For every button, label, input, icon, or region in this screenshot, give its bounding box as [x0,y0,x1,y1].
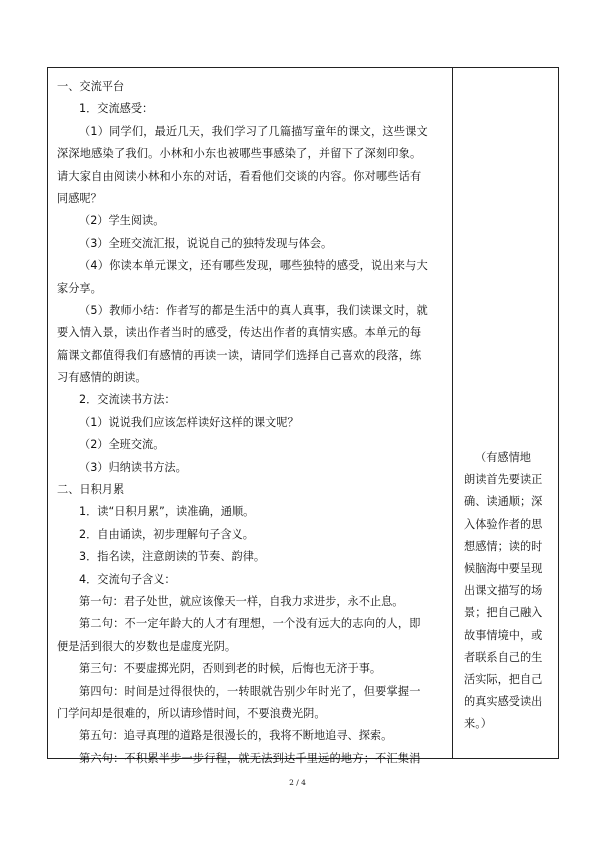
content-line: 第四句：时间是过得很快的，一转眼就告别少年时光了，但要掌握一 [79,684,421,698]
note-line: 来。） [464,717,492,731]
note-line: 出课文描写的场 [464,584,543,598]
content-line: （4）你读本单元课文，还有哪些发现，哪些独特的感受，说出来与大 [79,259,428,273]
note-line: 故事情境中，或 [464,628,543,642]
content-line: 2．自由诵读，初步理解句子含义。 [79,527,254,541]
note-line: （有感情地 [475,451,531,464]
content-line: 深深地感染了我们。小林和小东也被哪些事感染了，并留下了深刻印象。 [57,147,422,161]
content-line: 一、交流平台 [57,80,125,93]
note-line: 确、读通顺；深 [464,495,543,509]
content-line: 篇课文都值得我们有感情的再读一读，请同学们选择自己喜欢的段落，练 [57,348,422,362]
note-line: 活实际，把自己 [464,672,543,686]
content-line: 第六句：不积累半步一步行程，就无法到达千里远的地方；不汇集涓 [79,751,421,765]
content-line: 1．读“日积月累”，读准确，通顺。 [79,505,255,519]
content-line: 门学问却是很难的，所以请珍惜时间，不要浪费光阴。 [57,706,326,720]
content-line: （5）教师小结：作者写的都是生活中的真人真事，我们读课文时，就 [79,303,428,317]
content-line: 4．交流句子含义： [79,572,176,586]
content-line: 第五句：追寻真理的道路是很漫长的，我将不断地追寻、探索。 [79,729,393,743]
content-line: 第三句：不要虚掷光阴，否则到老的时候，后悔也无济于事。 [79,662,382,676]
lesson-table [47,67,559,765]
content-line: 3．指名读，注意朗读的节奏、韵律。 [79,550,266,564]
content-line: （1）同学们，最近几天，我们学习了几篇描写童年的课文，这些课文 [79,124,428,138]
note-line: 入体验作者的思 [464,517,543,531]
note-line: 朗读首先要读正 [464,473,543,487]
page-number: 2 / 4 [289,778,306,787]
content-line: 第一句：君子处世，就应该像天一样，自我力求进步，永不止息。 [79,594,404,608]
content-line: 便是活到很大的岁数也是虚度光阴。 [57,639,237,653]
content-line: 家分享。 [57,281,102,295]
content-line: （3）全班交流汇报，说说自己的独特发现与体会。 [79,236,333,250]
note-line: 候脑海中要呈现 [464,561,543,575]
content-line: 请大家自由阅读小林和小东的对话，看看他们交谈的内容。你对哪些话有 [57,169,422,183]
note-line: 的真实感受读出 [464,695,543,709]
content-line: （1）说说我们应该怎样读好这样的课文呢？ [79,415,299,429]
note-line: 者联系自己的生 [464,650,543,664]
notes-column [464,447,552,735]
content-line: （3）归纳读书方法。 [79,460,187,474]
content-line: （2）学生阅读。 [79,214,165,228]
column-divider [452,68,453,758]
note-line: 景；把自己融入 [464,606,543,620]
lesson-content-column [57,76,445,770]
content-line: 第二句：不一定年龄大的人才有理想，一个没有远大的志向的人，即 [79,617,421,631]
content-line: 2．交流读书方法： [79,393,176,407]
content-line: 1．交流感受： [79,102,154,116]
content-line: 习有感情的朗读。 [57,371,147,385]
content-line: 要入情入景，读出作者当时的感受，传达出作者的真情实感。本单元的每 [57,326,422,340]
content-line: （2）全班交流。 [79,438,165,452]
content-line: 二、日积月累 [57,483,125,497]
content-line: 同感呢？ [57,191,102,205]
note-line: 想感情；读的时 [464,539,543,553]
